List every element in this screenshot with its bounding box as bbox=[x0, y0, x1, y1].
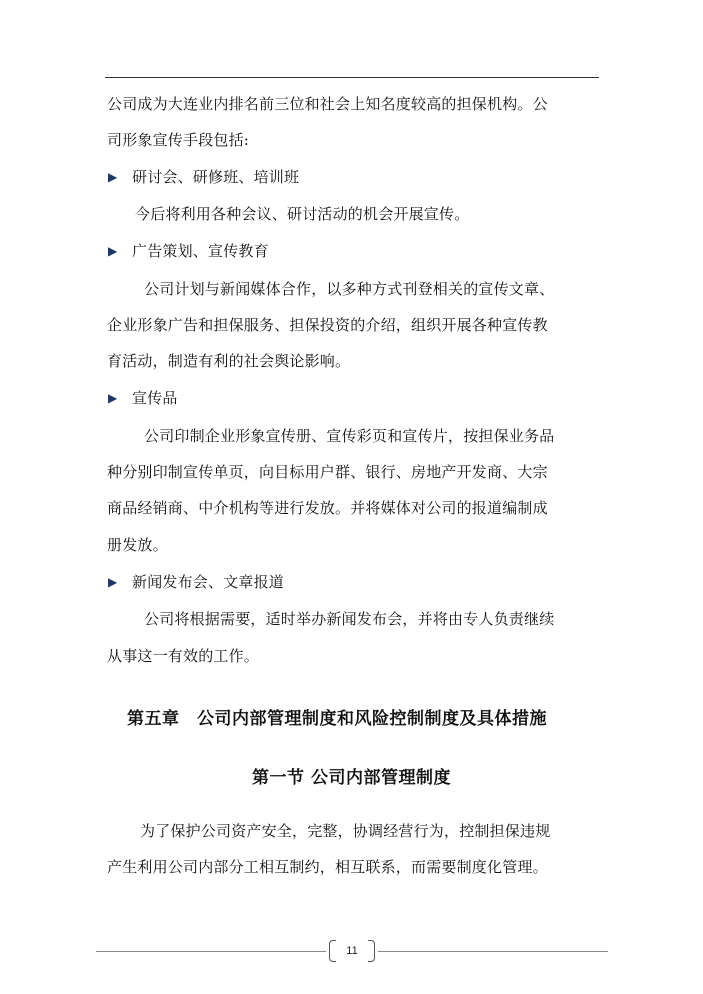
intro-line-2: 司形象宣传手段包括: bbox=[107, 131, 250, 149]
intro-line-1: 公司成为大连业内排名前三位和社会上知名度较高的担保机构。公 bbox=[107, 95, 548, 113]
triangle-right-icon: ▶ bbox=[108, 244, 118, 258]
bullet-2-title: 广告策划、宣传教育 bbox=[132, 242, 269, 260]
bullet-1-title: 研讨会、研修班、培训班 bbox=[132, 168, 300, 186]
bullet-2-line-2: 企业形象广告和担保服务、担保投资的介绍，组织开展各种宣传教 bbox=[107, 316, 548, 334]
bullet-3-line-3: 商品经销商、中介机构等进行发放。并将媒体对公司的报道编制成 bbox=[107, 499, 548, 517]
page-number: 11 bbox=[329, 940, 375, 962]
triangle-right-icon: ▶ bbox=[108, 391, 118, 405]
bullet-3-title: 宣传品 bbox=[132, 389, 178, 407]
bullet-4-line-1: 公司将根据需要，适时举办新闻发布会，并将由专人负责继续 bbox=[144, 610, 555, 628]
section-heading: 第一节 公司内部管理制度 bbox=[252, 768, 451, 788]
chapter-heading: 第五章 公司内部管理制度和风险控制制度及具体措施 bbox=[127, 709, 547, 729]
bullet-3-line-1: 公司印制企业形象宣传册、宣传彩页和宣传片，按担保业务品 bbox=[144, 427, 555, 445]
body-line-2: 产生利用公司内部分工相互制约，相互联系，而需要制度化管理。 bbox=[107, 858, 548, 876]
triangle-right-icon: ▶ bbox=[108, 575, 118, 589]
bullet-1-text: 今后将利用各种会议、研讨活动的机会开展宣传。 bbox=[135, 205, 470, 223]
bullet-3-line-2: 种分别印制宣传单页，向目标用户群、银行、房地产开发商、大宗 bbox=[107, 463, 548, 481]
footer-rule-right bbox=[378, 951, 608, 952]
triangle-right-icon: ▶ bbox=[108, 170, 118, 184]
bullet-4-line-2: 从事这一有效的工作。 bbox=[107, 647, 260, 665]
body-line-1: 为了保护公司资产安全，完整，协调经营行为，控制担保违规 bbox=[140, 822, 551, 840]
bullet-2-line-1: 公司计划与新闻媒体合作，以多种方式刊登相关的宣传文章、 bbox=[144, 280, 555, 298]
footer-rule-left bbox=[96, 951, 326, 952]
header-rule bbox=[105, 77, 599, 78]
bullet-2-line-3: 育活动，制造有利的社会舆论影响。 bbox=[107, 352, 351, 370]
bullet-4-title: 新闻发布会、文章报道 bbox=[132, 573, 285, 591]
bullet-3-line-4: 册发放。 bbox=[107, 536, 168, 554]
